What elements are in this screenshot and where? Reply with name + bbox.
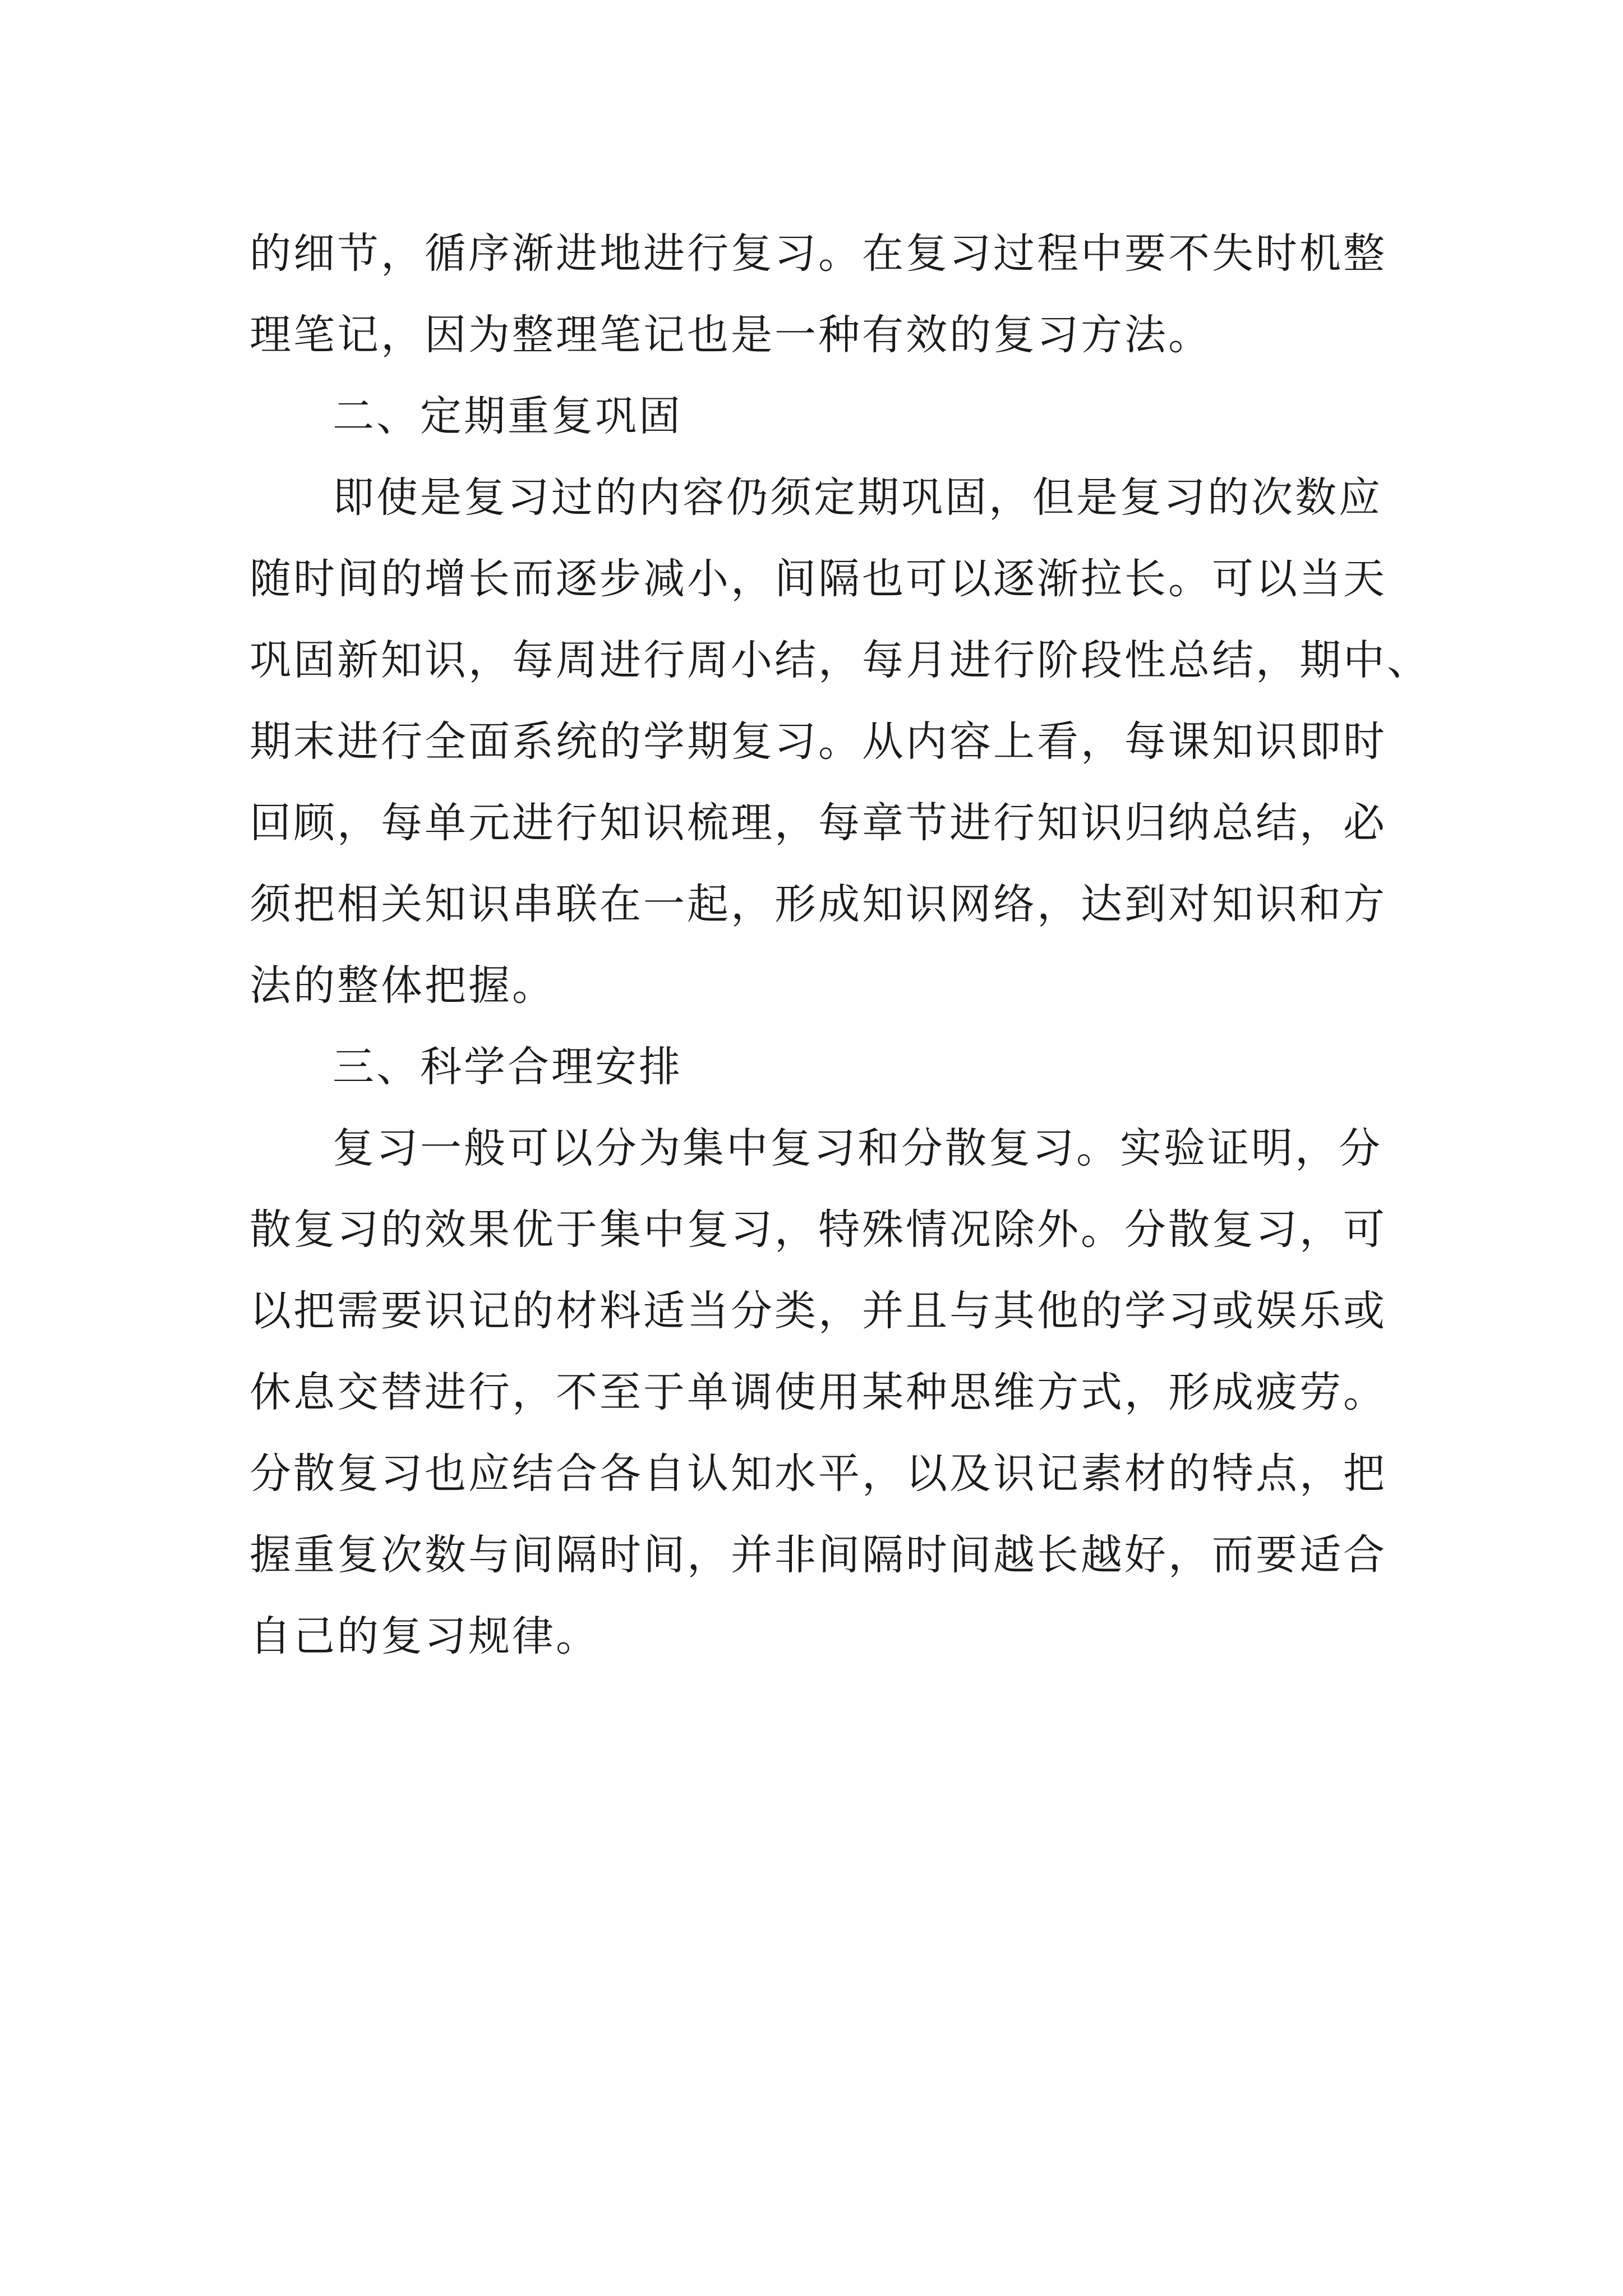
paragraph-line: 散复习的效果优于集中复习，特殊情况除外。分散复习，可: [250, 1205, 1387, 1254]
paragraph-line: 以把需要识记的材料适当分类，并且与其他的学习或娱乐或: [250, 1287, 1387, 1335]
paragraph-line: 复习一般可以分为集中复习和分散复习。实验证明，分: [333, 1124, 1382, 1172]
paragraph-line: 须把相关知识串联在一起，形成知识网络，达到对知识和方: [250, 880, 1387, 928]
paragraph-line: 法的整体把握。: [250, 961, 556, 1010]
section-heading: 三、科学合理安排: [333, 1043, 683, 1091]
paragraph-line: 握重复次数与间隔时间，并非间隔时间越长越好，而要适合: [250, 1531, 1387, 1579]
paragraph-line: 自己的复习规律。: [250, 1612, 600, 1660]
body-text: [250, 213, 1431, 1677]
paragraph-line: 的细节，循序渐进地进行复习。在复习过程中要不失时机整: [250, 229, 1387, 278]
paragraph-line: 期末进行全面系统的学期复习。从内容上看，每课知识即时: [250, 717, 1387, 766]
paragraph-line: 即使是复习过的内容仍须定期巩固，但是复习的次数应: [333, 473, 1382, 522]
paragraph-line: 休息交替进行，不至于单调使用某种思维方式，形成疲劳。: [250, 1368, 1387, 1416]
paragraph-line: 巩固新知识，每周进行周小结，每月进行阶段性总结，期中、: [250, 636, 1431, 684]
paragraph-line: 随时间的增长而逐步减小，间隔也可以逐渐拉长。可以当天: [250, 555, 1387, 603]
paragraph-line: 分散复习也应结合各自认知水平，以及识记素材的特点，把: [250, 1450, 1387, 1498]
section-heading: 二、定期重复巩固: [333, 392, 683, 440]
paragraph-line: 回顾，每单元进行知识梳理，每章节进行知识归纳总结，必: [250, 799, 1387, 847]
paragraph-line: 理笔记，因为整理笔记也是一种有效的复习方法。: [250, 311, 1212, 359]
